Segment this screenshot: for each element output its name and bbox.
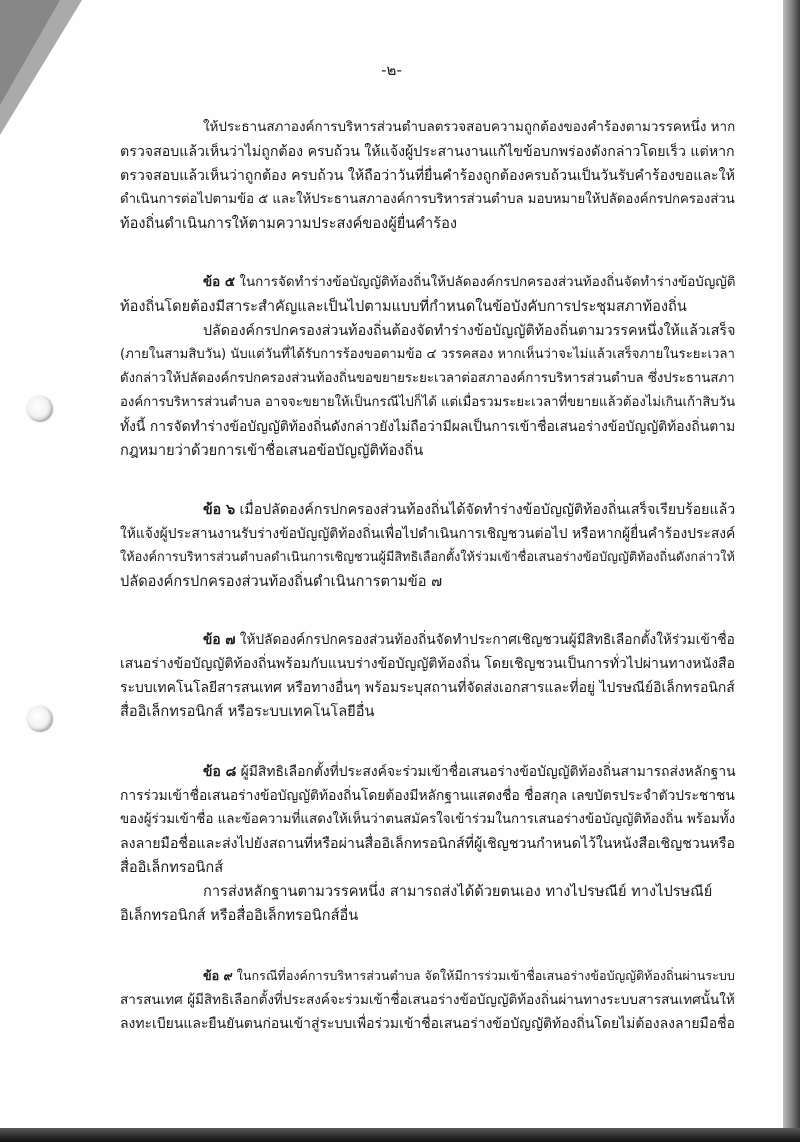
text-line: ลงลายมือชื่อและส่งไปยังสถานที่หรือผ่านสื่ออิเล็กทรอนิกส์ที่ผู้เชิญชวนกำหนดไว้ในหนังสือเชิญชวนหรือ — [120, 836, 735, 852]
text-line: ปลัดองค์กรปกครองส่วนท้องถิ่นดำเนินการตามข้อ ๗ — [120, 573, 443, 590]
text-line: ท้องถิ่นดำเนินการให้ตามความประสงค์ของผู้ยื่นคำร้อง — [120, 215, 457, 232]
clause-9-first-line: ข้อ ๙ ในกรณีที่องค์การบริหารส่วนตำบล จัดให้มีการร่วมเข้าชื่อเสนอร่างข้อบัญญัติท้องถิ่นผ่านระบบ — [203, 968, 735, 983]
text-line: ทั้งนี้ การจัดทำร่างข้อบัญญัติท้องถิ่นดังกล่าวยังไม่ถือว่ามีผลเป็นการเข้าชื่อเสนอร่างข้อบัญญัติท้องถิ่นตาม — [120, 419, 736, 435]
text-line: ปลัดองค์กรปกครองส่วนท้องถิ่นต้องจัดทำร่างข้อบัญญัติท้องถิ่นตามวรรคหนึ่งให้แล้วเสร็จ — [203, 323, 736, 339]
punch-hole-bottom — [27, 706, 53, 732]
text-line: กฎหมายว่าด้วยการเข้าชื่อเสนอข้อบัญญัติท้องถิ่น — [120, 442, 424, 459]
text-line: ตรวจสอบแล้วเห็นว่าไม่ถูกต้อง ครบถ้วน ให้แจ้งผู้ประสานงานแก้ไขข้อบกพร่องดังกล่าวโดยเร็ว แต่หาก — [120, 144, 735, 160]
text-line: ลงทะเบียนและยืนยันตนก่อนเข้าสู่ระบบเพื่อร่วมเข้าชื่อเสนอร่างข้อบัญญัติท้องถิ่นโดยไม่ต้องลงลายมือชื่อ — [120, 1016, 735, 1032]
punch-hole-top — [27, 396, 53, 422]
clause-5-label: ข้อ ๕ — [203, 275, 236, 290]
text-line: ท้องถิ่นโดยต้องมีสาระสำคัญและเป็นไปตามแบบที่กำหนดในข้อบังคับการประชุมสภาท้องถิ่น — [120, 298, 687, 315]
text-line: สารสนเทศ ผู้มีสิทธิเลือกตั้งที่ประสงค์จะร่วมเข้าชื่อเสนอร่างข้อบัญญัติท้องถิ่นผ่านทางระบบสารสนเทศนั้นให้ — [120, 992, 735, 1008]
scan-bottom-edge — [0, 1128, 800, 1142]
text-line: ระบบเทคโนโลยีสารสนเทศ หรือทางอื่นๆ พร้อมระบุสถานที่จัดส่งเอกสารและที่อยู่ ไปรษณีย์อิเล็กทรอนิกส์ — [120, 680, 735, 696]
clause-7-first-line: ข้อ ๗ ให้ปลัดองค์กรปกครองส่วนท้องถิ่นจัดทำประกาศเชิญชวนผู้มีสิทธิเลือกตั้งให้ร่วมเข้าชื่อ — [203, 632, 735, 648]
page-number: -๒- — [381, 61, 402, 79]
clause-9-label: ข้อ ๙ — [203, 968, 233, 983]
text-line: สื่ออิเล็กทรอนิกส์ — [120, 859, 224, 876]
clause-6-label: ข้อ ๖ — [203, 502, 236, 518]
text-line: เสนอร่างข้อบัญญัติท้องถิ่นพร้อมกับแนบร่างข้อบัญญัติท้องถิ่น โดยเชิญชวนเป็นการทั่วไปผ่านทางหนังสือ — [120, 656, 736, 672]
clause-5-first-line: ข้อ ๕ ในการจัดทำร่างข้อบัญญัติท้องถิ่นให้ปลัดองค์กรปกครองส่วนท้องถิ่นจัดทำร่างข้อบัญญัติ — [203, 275, 736, 290]
text-line: ตรวจสอบแล้วเห็นว่าถูกต้อง ครบถ้วน ให้ถือว่าวันที่ยื่นคำร้องถูกต้องครบถ้วนเป็นวันรับคำร้องขอและให้ — [120, 168, 735, 184]
text-line: ให้องค์การบริหารส่วนตำบลดำเนินการเชิญชวนผู้มีสิทธิเลือกตั้งให้ร่วมเข้าชื่อเสนอร่างข้อบัญญัติท้องถิ่นดังกล่าวให้ — [120, 550, 735, 565]
text-line: องค์การบริหารส่วนตำบล อาจจะขยายให้เป็นกรณีไปก็ได้ แต่เมื่อรวมระยะเวลาที่ขยายแล้วต้องไม่เกินเก้าสิบวัน — [120, 395, 736, 410]
text-line: อิเล็กทรอนิกส์ หรือสื่ออิเล็กทรอนิกส์อื่น — [120, 907, 359, 924]
clause-6-first-line: ข้อ ๖ เมื่อปลัดองค์กรปกครองส่วนท้องถิ่นได้จัดทำร่างข้อบัญญัติท้องถิ่นเสร็จเรียบร้อยแล้ว — [203, 502, 736, 518]
text-line: ให้แจ้งผู้ประสานงานรับร่างข้อบัญญัติท้องถิ่นเพื่อไปดำเนินการเชิญชวนต่อไป หรือหากผู้ยื่นคำร้องประสงค์ — [120, 526, 736, 542]
clause-8-first-line: ข้อ ๘ ผู้มีสิทธิเลือกตั้งที่ประสงค์จะร่วมเข้าชื่อเสนอร่างข้อบัญญัติท้องถิ่นสามารถส่งหลักฐาน — [203, 764, 736, 780]
text-line: (ภายในสามสิบวัน) นับแต่วันที่ได้รับการร้องขอตามข้อ ๔ วรรคสอง หากเห็นว่าจะไม่แล้วเสร็จภายในระยะเวลา — [120, 347, 735, 362]
text-line: ของผู้ร่วมเข้าชื่อ และข้อความที่แสดงให้เห็นว่าตนสมัครใจเข้าร่วมในการเสนอร่างข้อบัญญัติท้องถิ่น พร้อมทั้ง — [120, 812, 736, 827]
scan-right-edge — [783, 0, 800, 1142]
text-line: ดำเนินการต่อไปตามข้อ ๕ และให้ประธานสภาองค์การบริหารส่วนตำบล มอบหมายให้ปลัดองค์กรปกครองส่วน — [120, 192, 735, 207]
text-line: สื่ออิเล็กทรอนิกส์ หรือระบบเทคโนโลยีอื่น — [120, 703, 375, 720]
text-line: ให้ประธานสภาองค์การบริหารส่วนตำบลตรวจสอบความถูกต้องของคำร้องตามวรรคหนึ่ง หาก — [203, 120, 736, 135]
clause-8-label: ข้อ ๘ — [203, 764, 237, 780]
text-line: การร่วมเข้าชื่อเสนอร่างข้อบัญญัติท้องถิ่นโดยต้องมีหลักฐานแสดงชื่อ ชื่อสกุล เลขบัตรประจำตัวประชาชน — [120, 788, 735, 804]
text-line: ดังกล่าวให้ปลัดองค์กรปกครองส่วนท้องถิ่นขอขยายระยะเวลาต่อสภาองค์การบริหารส่วนตำบล ซึ่งประธานสภา — [120, 371, 735, 386]
text-line: การส่งหลักฐานตามวรรคหนึ่ง สามารถส่งได้ด้วยตนเอง ทางไปรษณีย์ ทางไปรษณีย์ — [203, 883, 713, 900]
clause-7-label: ข้อ ๗ — [203, 632, 236, 648]
scan-corner-shadow-inner — [0, 0, 60, 105]
